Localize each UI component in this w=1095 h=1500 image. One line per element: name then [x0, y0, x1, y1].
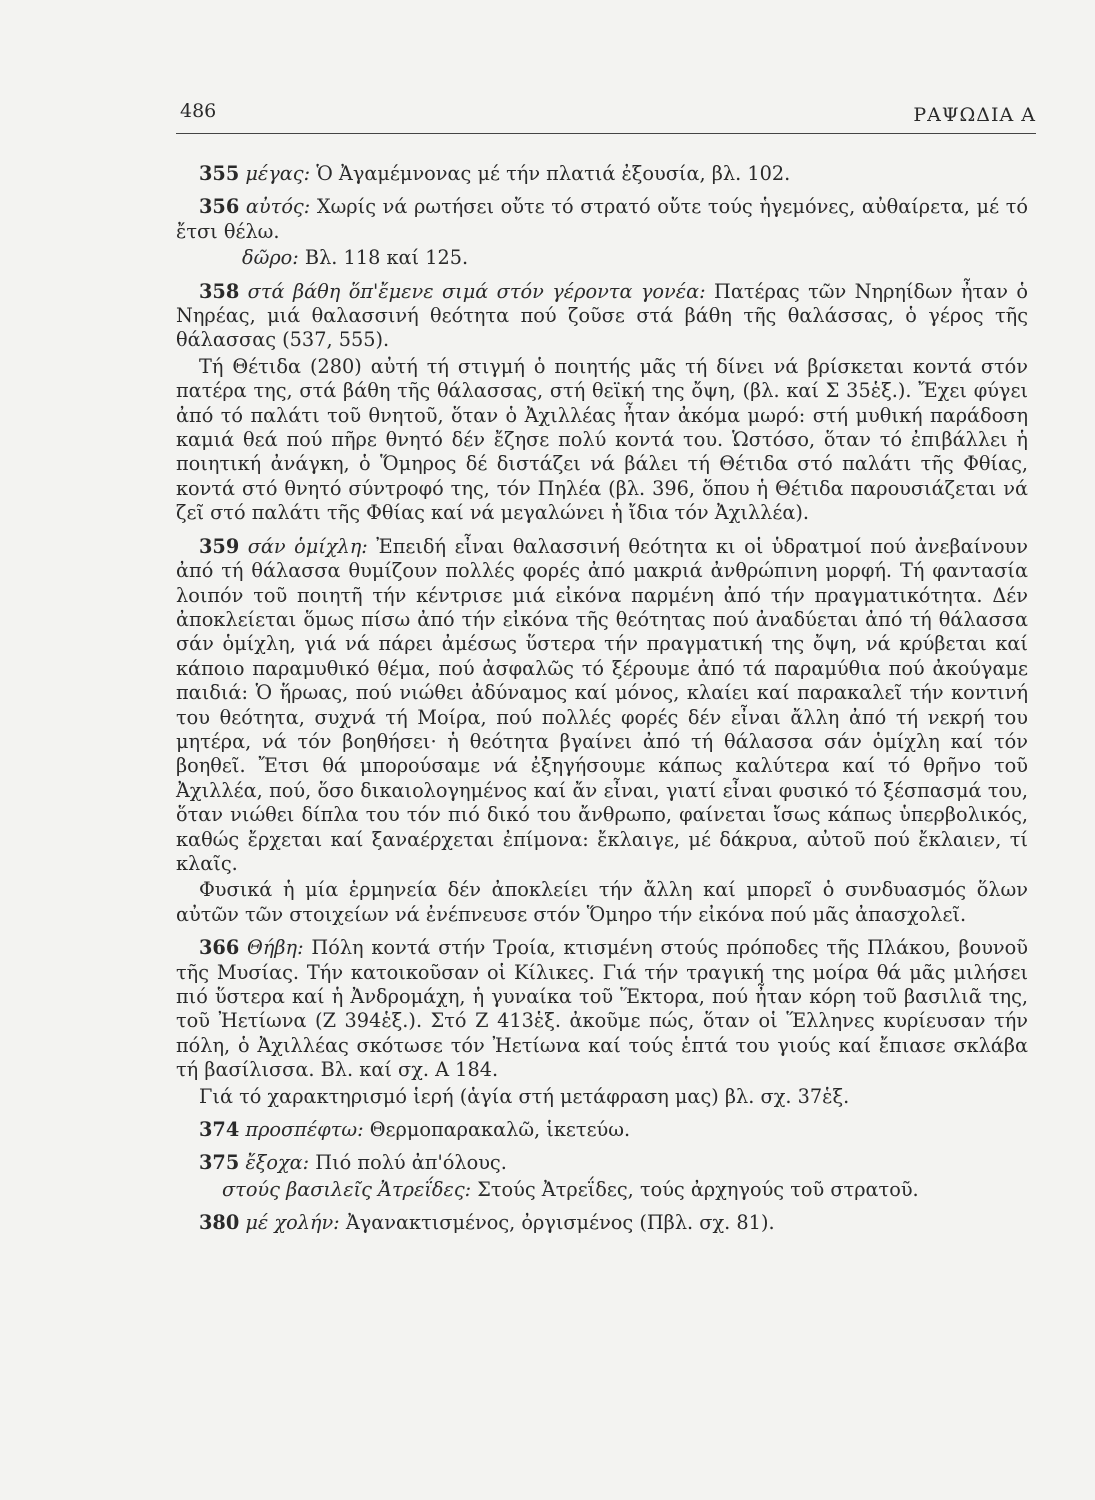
note-text: Ἐπειδή εἶναι θαλασσινή θεότητα κι οἱ ὑδρατμοί πού ἀνεβαίνουν ἀπό τή θάλασσα θυμίζουν πολλές φορές ἀπό μακριά ἀνθρώπινη μορφή. Τή φαντασία λοιπόν τοῦ ποιητῆ τήν κέντρισε μιά εἰκόνα παρμένη ἀπό τήν πραγματικότητα. Δέν ἀποκλείεται ὅμως πίσω ἀπό τήν εἰκόνα τῆς θεότητας πού ἀναδύεται ἀπό τή θάλασσα σάν ὁμίχλη, γιά νά πάρει ἀμέσως ὕστερα τήν πραγματική της ὄψη, νά κρύβεται καί κάποιο παραμυθικό θέμα, πού ἀσφαλῶς τό ξέρουμε ἀπό τά παραμύθια πού ἀκούγαμε παιδιά: Ὁ ἥρωας, πού νιώθει ἀδύναμος καί μόνος, κλαίει καί παρακαλεῖ τήν κοντινή του θεότητα, συχνά τή Μοίρα, πού πολλές φορές δέν εἶναι ἄλλη ἀπό τή νεκρή του μητέρα, νά τόν βοηθήσει· ἡ θεότητα βγαίνει ἀπό τή θάλασσα σάν ὁμίχλη καί τόν βοηθεῖ. Ἔτσι θά μπορούσαμε νά ἐξηγήσουμε κάπως καλύτερα καί τό θρῆνο τοῦ Ἀχιλλέα, πού, ὅσο δικαιολογημένος καί ἄν εἶναι, γιατί εἶναι φυσικό τό ξέσπασμά του, ὅταν νιώθει δίπλα του τόν πιό δικό του ἄνθρωπο, φαίνεται ἴσως κάπως ὑπερβολικός, καθώς ἔρχεται καί ξαναέρχεται ἐπίμονα: ἔκλαιγε, μέ δάκρυα, αὐτοῦ πού ἔκλαιεν, τί κλαῖς.: [176, 534, 1028, 875]
note-text: Τή Θέτιδα (280) αὐτή τή στιγμή ὁ ποιητής μᾶς τή δίνει νά βρίσκεται κοντά στόν πατέρα της, στά βάθη τῆς θάλασσας, στή θεϊκή της ὄψη, (βλ. καί Σ 35ἑξ.). Ἔχει φύγει ἀπό τό παλάτι τοῦ θνητοῦ, ὅταν ὁ Ἀχιλλέας ἦταν ἀκόμα μωρό: στή μυθική παράδοση καμιά θεά πού πῆρε θνητό δέν ἔζησε πολύ κοντά του. Ὡστόσο, ὅταν τό ἐπιβάλλει ἡ ποιητική ἀνάγκη, ὁ Ὅμηρος δέ διστάζει νά βάλει τή Θέτιδα στό παλάτι τῆς Φθίας, κοντά στό θνητό σύντροφό της, τόν Πηλέα (βλ. 396, ὅπου ἡ Θέτιδα παρουσιάζεται νά ζεῖ στό παλάτι τῆς Φθίας καί νά μεγαλώνει ἡ ἴδια τόν Ἀχιλλέα).: [176, 354, 1028, 525]
note-text: Ἀγανακτισμένος, ὀργισμένος (Πβλ. σχ. 81).: [339, 1211, 775, 1235]
note-text: Γιά τό χαρακτηρισμό ἱερή (ἁγία στή μετάφραση μας) βλ. σχ. 37ἑξ.: [199, 1084, 850, 1108]
note-lemma: δῶρο:: [242, 246, 299, 270]
note-text: Στούς Ἀτρεΐδες, τούς ἀρχηγούς τοῦ στρατοῦ.: [471, 1177, 919, 1201]
note-358-cont: [176, 355, 1028, 526]
note-356: [176, 195, 1028, 244]
note-366: [176, 936, 1028, 1082]
header-rule: [176, 133, 1036, 134]
note-356-sub: [176, 246, 1028, 270]
note-number: 356: [199, 195, 240, 219]
running-head: ΡΑΨΩΔΙΑ Α: [913, 104, 1036, 126]
note-number: 380: [199, 1211, 240, 1235]
note-text: Θερμοπαρακαλῶ, ἱκετεύω.: [363, 1118, 631, 1142]
note-lemma: μέγας:: [245, 162, 311, 185]
note-359-cont: [176, 878, 1028, 927]
note-number: 375: [199, 1151, 240, 1175]
note-text: Φυσικά ἡ μία ἑρμηνεία δέν ἀποκλείει τήν ἄλλη καί μπορεῖ ὁ συνδυασμός ὅλων αὐτῶν τῶν στοιχείων νά ἐνέπνευσε στόν Ὅμηρο τήν εἰκόνα πού μᾶς ἀπασχολεῖ.: [176, 878, 1028, 926]
note-375: [176, 1151, 1028, 1175]
note-text: Χωρίς νά ρωτήσει οὔτε τό στρατό οὔτε τούς ἡγεμόνες, αὐθαίρετα, μέ τό ἔτσι θέλω.: [176, 195, 1028, 243]
note-text: Πόλη κοντά στήν Τροία, κτισμένη στούς πρόποδες τῆς Πλάκου, βουνοῦ τῆς Μυσίας. Τήν κατοικοῦσαν οἱ Κίλικες. Γιά τήν τραγική της μοίρα θά μᾶς μιλήσει πιό ὕστερα καί ἡ Ἀνδρομάχη, ἡ γυναίκα τοῦ Ἕκτορα, πού ἦταν κόρη τοῦ βασιλιᾶ της, τοῦ Ἠετίωνα (Ζ 394ἑξ.). Στό Ζ 413ἑξ. ἀκοῦμε πώς, ὅταν οἱ Ἕλληνες κυρίευσαν τήν πόλη, ὁ Ἀχιλλέας σκότωσε τόν Ἠετίωνα καί τούς ἑπτά του γιούς καί ἔπιασε σκλάβα τή βασίλισσα. Βλ. καί σχ. Α 184.: [176, 936, 1028, 1082]
note-lemma: στά βάθη ὅπ'ἔμενε σιμά στόν γέροντα γονέα:: [247, 279, 706, 303]
note-text: Ὁ Ἀγαμέμνονας μέ τήν πλατιά ἐξουσία, βλ. 102.: [310, 162, 791, 185]
note-lemma: στούς βασιλεῖς Ἀτρεΐδες:: [222, 1177, 472, 1201]
note-lemma: ἔξοχα:: [245, 1151, 310, 1175]
page-number: 486: [180, 100, 217, 122]
note-355: [176, 162, 1028, 186]
note-number: 374: [199, 1118, 240, 1142]
note-text: Πιό πολύ ἀπ'όλους.: [309, 1151, 507, 1175]
commentary-body: [176, 162, 1028, 1245]
note-366-cont: [176, 1085, 1028, 1109]
note-number: 358: [199, 279, 240, 303]
note-380: [176, 1211, 1028, 1235]
note-lemma: αὐτός:: [245, 195, 311, 219]
note-number: 355: [199, 162, 240, 185]
note-text: Πατέρας τῶν Νηρηίδων ἦταν ὁ Νηρέας, μιά θαλασσινή θεότητα πού ζοῦσε στά βάθη τῆς θαλάσσας, ὁ γέρος τῆς θάλασσας (537, 555).: [176, 279, 1028, 352]
note-lemma: προσπέφτω:: [245, 1118, 364, 1142]
note-lemma: μέ χολήν:: [245, 1211, 340, 1235]
note-number: 359: [199, 534, 240, 558]
note-375-sub: [176, 1178, 1028, 1202]
note-number: 366: [199, 936, 240, 960]
note-lemma: Θήβη:: [247, 936, 304, 960]
note-374: [176, 1118, 1028, 1142]
note-text: Βλ. 118 καί 125.: [298, 246, 469, 270]
note-359: [176, 535, 1028, 877]
page-header: [176, 100, 1036, 134]
note-358: [176, 280, 1028, 353]
note-lemma: σάν ὁμίχλη:: [247, 534, 368, 558]
